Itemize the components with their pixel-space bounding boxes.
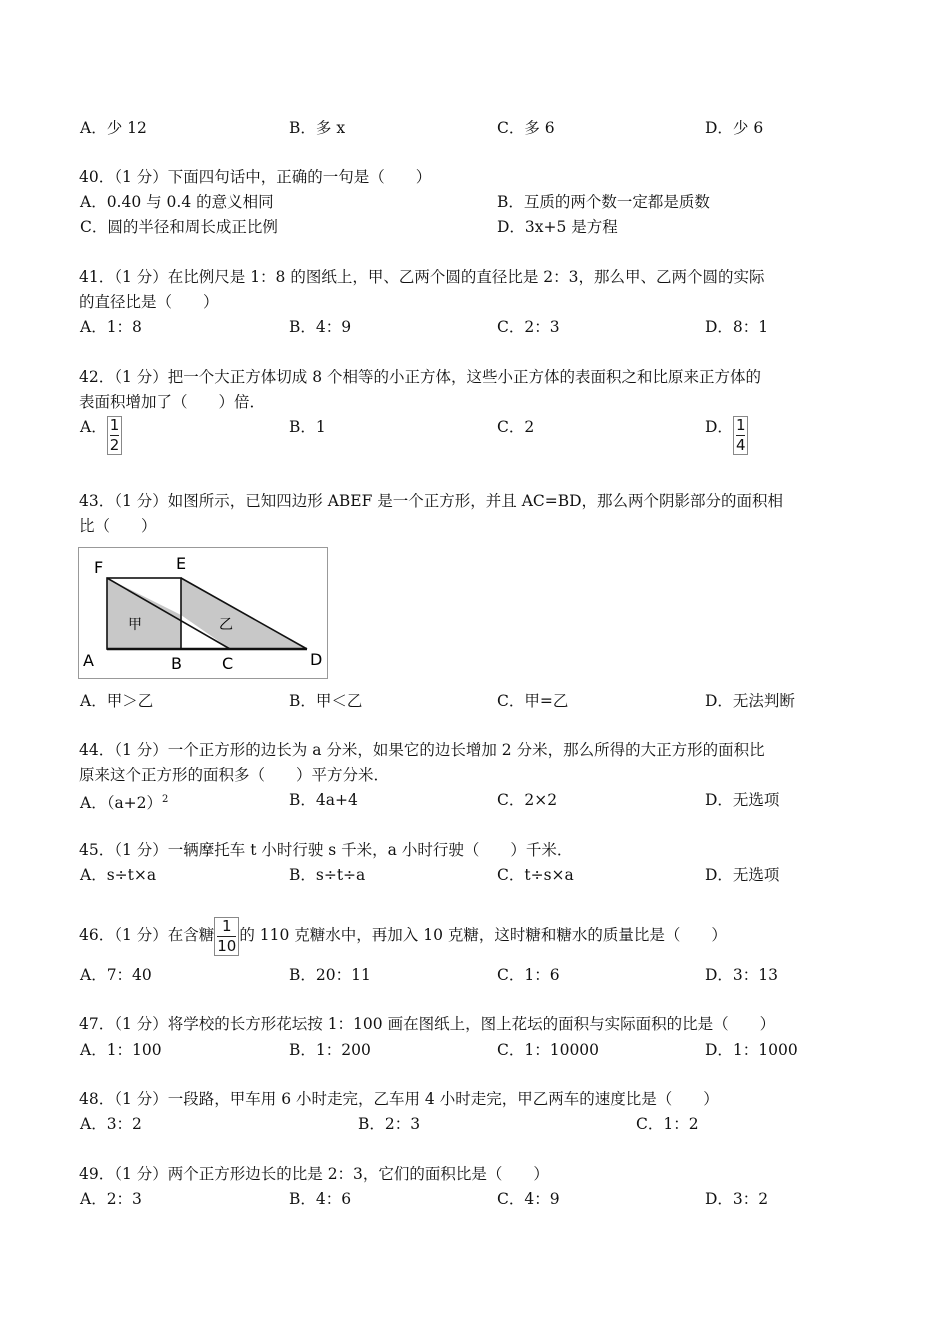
q40-option-d[interactable]: D．3x+5 是方程 — [497, 218, 618, 236]
label-c: C — [222, 654, 234, 673]
q49-option-a[interactable]: A．2：3 — [80, 1190, 142, 1208]
q43-option-c[interactable]: C．甲=乙 — [497, 692, 569, 710]
q44-option-a[interactable]: A．$(a+2)^2$ — [80, 794, 169, 813]
q43-stem-line2: 比（ ） — [79, 517, 157, 535]
q42-option-b[interactable]: B．1 — [289, 418, 326, 436]
q40-options-row2 — [0, 216, 950, 242]
q47-option-d[interactable]: D．1：1000 — [705, 1041, 798, 1059]
q44-options — [0, 789, 950, 815]
q47-options — [0, 1039, 950, 1065]
q44-stem-line1: 44．（1 分）一个正方形的边长为 a 分米，如果它的边长增加 2 分米，那么所得的大正方形的面积比 — [79, 741, 765, 759]
q44-stem-line2: 原来这个正方形的面积多（ ）平方分米． — [79, 766, 390, 784]
q43-stem-line1: 43．（1 分）如图所示，已知四边形 ABEF 是一个正方形，并且 AC=BD，那么两个阴影部分的面积相 — [79, 492, 784, 510]
q45-options — [0, 864, 950, 890]
q40-option-b[interactable]: B．互质的两个数一定都是质数 — [497, 193, 710, 211]
q46-option-a[interactable]: A．7：40 — [80, 966, 152, 984]
q42-option-c[interactable]: C．2 — [497, 418, 535, 436]
q43-figure — [78, 547, 328, 679]
q43-option-b[interactable]: B．甲＜乙 — [289, 692, 363, 710]
q42-option-a[interactable]: A． $\frac{1}{2}$ — [80, 416, 122, 455]
q43-options — [0, 690, 950, 716]
q49-options — [0, 1188, 950, 1214]
q41-option-a[interactable]: A．1：8 — [80, 318, 142, 336]
q45-option-a[interactable]: A．s÷t×a — [80, 866, 157, 884]
q44-option-d[interactable]: D．无选项 — [705, 791, 780, 809]
q43-option-d[interactable]: D．无法判断 — [705, 692, 795, 710]
q47-stem: 47．（1 分）将学校的长方形花坛按 1：100 画在图纸上，图上花坛的面积与实际面积的比是（ ） — [79, 1015, 776, 1033]
q41-option-b[interactable]: B．4：9 — [289, 318, 352, 336]
label-jia: 甲 — [128, 617, 142, 633]
q42-stem-line2: 表面积增加了（ ）倍． — [79, 393, 266, 411]
q44-option-b[interactable]: B．4a+4 — [289, 791, 358, 809]
q39-option-a[interactable]: A．少 12 — [80, 119, 147, 137]
q49-stem: 49．（1 分）两个正方形边长的比是 2：3，它们的面积比是（ ） — [79, 1165, 549, 1183]
q40-stem: 40．（1 分）下面四句话中，正确的一句是（ ） — [79, 168, 432, 186]
q46-fraction: $\frac{1}{10}$ — [214, 917, 239, 956]
label-e: E — [176, 554, 187, 573]
q48-stem: 48．（1 分）一段路，甲车用 6 小时走完，乙车用 4 小时走完，甲乙两车的速度比是（ ） — [79, 1090, 719, 1108]
q42-stem-line1: 42．（1 分）把一个大正方体切成 8 个相等的小正方体，这些小正方体的表面积之和比原来正方体的 — [79, 368, 761, 386]
q49-option-c[interactable]: C．4：9 — [497, 1190, 560, 1208]
q45-option-c[interactable]: C．t÷s×a — [497, 866, 574, 884]
q46-stem: 46．（1 分）在含糖 $\frac{1}{10}$ 的 110 克糖水中，再加入 10 克糖，这时糖和糖水的质量比是（ ） — [79, 916, 727, 955]
label-a: A — [83, 651, 94, 670]
q42-option-d[interactable]: D． $\frac{1}{4}$ — [705, 416, 748, 455]
q41-option-d[interactable]: D．8：1 — [705, 318, 769, 336]
q39-options — [0, 117, 950, 143]
q42-options — [0, 416, 950, 460]
q42-option-a-fraction: $\frac{1}{2}$ — [107, 416, 123, 455]
q46-option-b[interactable]: B．20：11 — [289, 966, 371, 984]
q49-option-d[interactable]: D．3：2 — [705, 1190, 769, 1208]
label-yi: 乙 — [219, 617, 233, 633]
q40-option-c[interactable]: C．圆的半径和周长成正比例 — [80, 218, 278, 236]
q39-option-c[interactable]: C．多 6 — [497, 119, 555, 137]
q45-stem: 45．（1 分）一辆摩托车 t 小时行驶 s 千米，a 小时行驶（ ）千米． — [79, 841, 573, 859]
label-d: D — [310, 650, 323, 669]
q48-option-c[interactable]: C．1：2 — [636, 1115, 699, 1133]
q43-diagram — [79, 548, 327, 678]
q39-option-d[interactable]: D．少 6 — [705, 119, 764, 137]
q41-options — [0, 316, 950, 342]
q41-stem-line2: 的直径比是（ ） — [79, 293, 219, 311]
label-b: B — [171, 654, 182, 673]
q40-options-row1 — [0, 191, 950, 217]
q39-option-b[interactable]: B．多 x — [289, 119, 346, 137]
q48-option-b[interactable]: B．2：3 — [358, 1115, 421, 1133]
q49-option-b[interactable]: B．4：6 — [289, 1190, 352, 1208]
q41-stem-line1: 41．（1 分）在比例尺是 1：8 的图纸上，甲、乙两个圆的直径比是 2：3，那么甲、乙两个圆的实际 — [79, 268, 765, 286]
q47-option-b[interactable]: B．1：200 — [289, 1041, 371, 1059]
q46-option-d[interactable]: D．3：13 — [705, 966, 779, 984]
q48-option-a[interactable]: A．3：2 — [80, 1115, 142, 1133]
q46-option-c[interactable]: C．1：6 — [497, 966, 560, 984]
q46-options — [0, 964, 950, 990]
q42-option-d-fraction: $\frac{1}{4}$ — [733, 416, 749, 455]
q45-option-d[interactable]: D．无选项 — [705, 866, 780, 884]
q47-option-a[interactable]: A．1：100 — [80, 1041, 162, 1059]
q47-option-c[interactable]: C．1：10000 — [497, 1041, 600, 1059]
q40-option-a[interactable]: A．0.40 与 0.4 的意义相同 — [80, 193, 274, 211]
q41-option-c[interactable]: C．2：3 — [497, 318, 560, 336]
q48-options — [0, 1113, 950, 1139]
label-f: F — [94, 558, 104, 577]
q43-option-a[interactable]: A．甲＞乙 — [80, 692, 154, 710]
q45-option-b[interactable]: B．s÷t÷a — [289, 866, 366, 884]
q44-option-c[interactable]: C．2×2 — [497, 791, 558, 809]
